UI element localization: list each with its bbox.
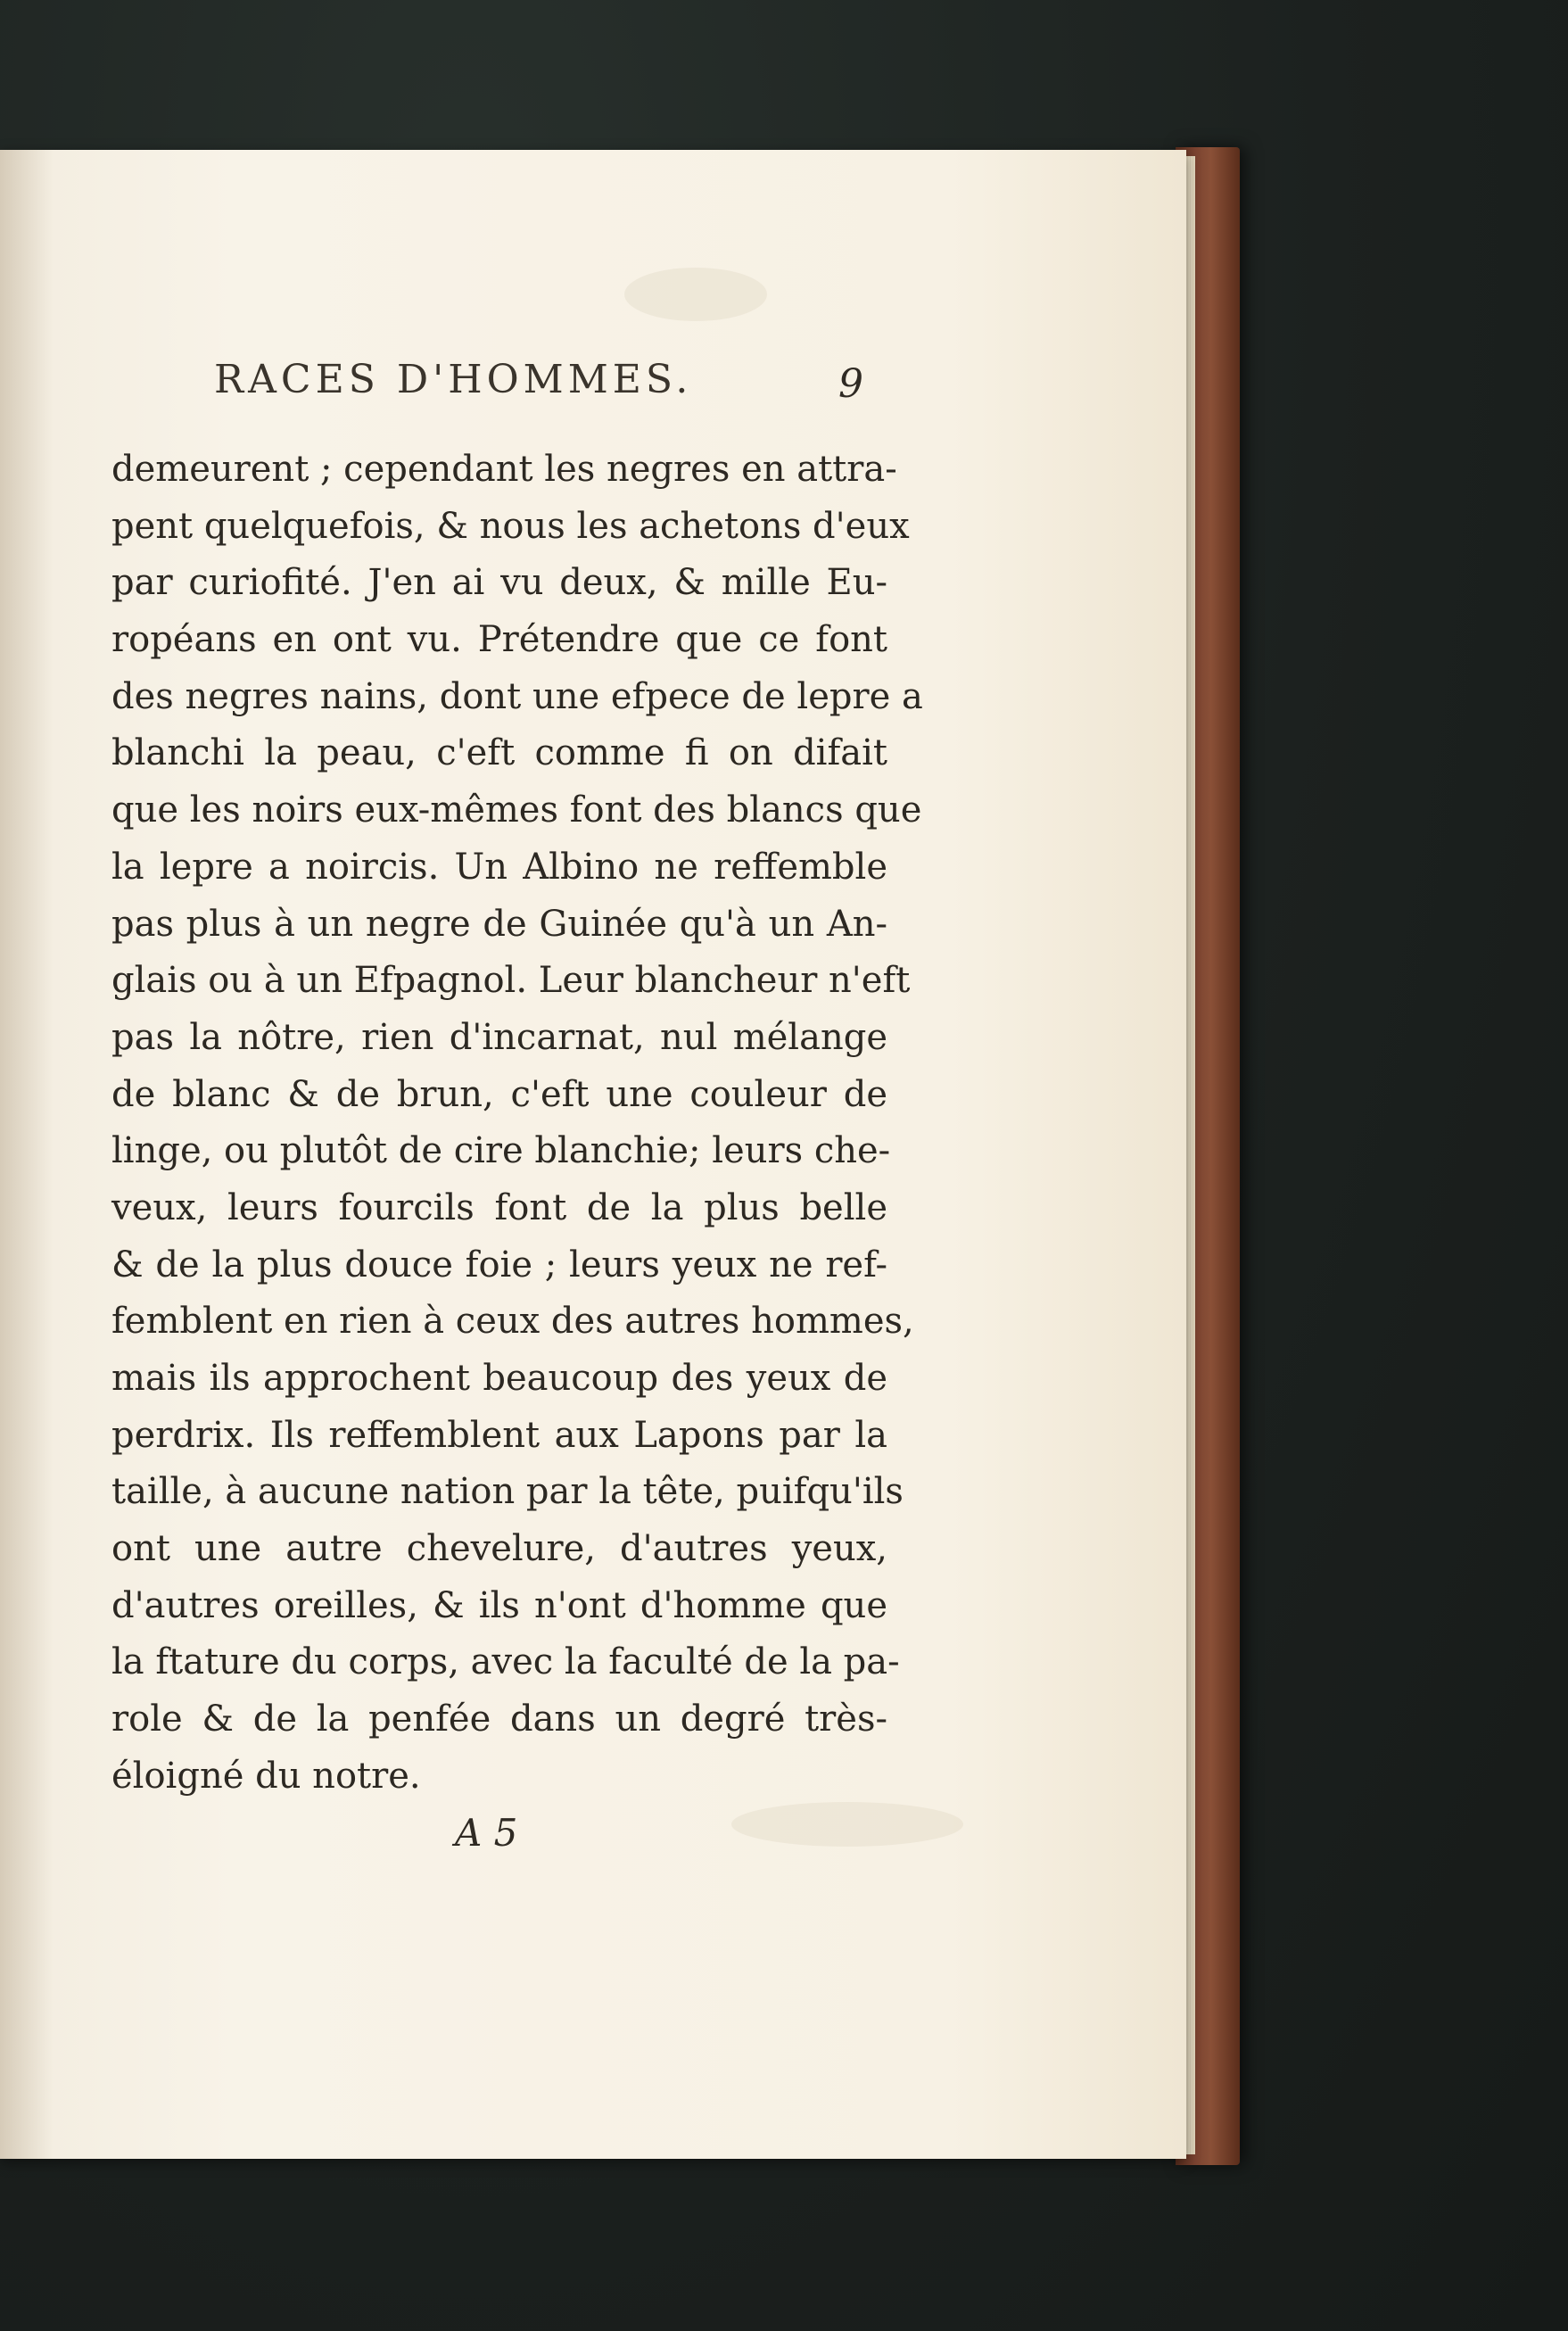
- text-line: role & de la penfée dans un degré très-: [111, 1699, 887, 1740]
- text-line: que les noirs eux-mêmes font des blancs que: [111, 789, 922, 831]
- text-line: glais ou à un Efpagnol. Leur blancheur n'eft: [111, 960, 911, 1002]
- text-line: la ftature du corps, avec la faculté de la pa-: [111, 1641, 900, 1683]
- text-line: ropéans en ont vu. Prétendre que ce font: [111, 619, 887, 661]
- running-head: RACES D'HOMMES.: [214, 357, 693, 402]
- text-line: veux, leurs fourcils font de la plus belle: [111, 1186, 887, 1228]
- text-line: blanchi la peau, c'eft comme fi on difait: [111, 732, 887, 774]
- text-line: par curiofité. J'en ai vu deux, & mille Eu-: [111, 562, 887, 604]
- text-line: perdrix. Ils reffemblent aux Lapons par la: [111, 1414, 887, 1456]
- text-line: ont une autre chevelure, d'autres yeux,: [111, 1528, 887, 1570]
- text-line: pent quelquefois, & nous les achetons d'eux: [111, 505, 910, 547]
- text-line: éloigné du notre.: [111, 1755, 421, 1797]
- text-line: demeurent ; cependant les negres en attra-: [111, 449, 897, 490]
- gutter-shadow: [0, 150, 54, 2159]
- text-line: pas plus à un negre de Guinée qu'à un An-: [111, 903, 887, 945]
- text-line: pas la nôtre, rien d'incarnat, nul mélange: [111, 1016, 887, 1058]
- text-line: d'autres oreilles, & ils n'ont d'homme que: [111, 1584, 887, 1626]
- text-line: taille, à aucune nation par la tête, puifqu'ils: [111, 1471, 904, 1513]
- text-line: linge, ou plutôt de cire blanchie; leurs che-: [111, 1130, 891, 1172]
- text-line: la lepre a noircis. Un Albino ne reffemble: [111, 846, 887, 888]
- paper-stain: [731, 1802, 963, 1847]
- body-text: [111, 442, 923, 1806]
- page-number: 9: [838, 361, 863, 407]
- paper-stain: [624, 268, 767, 321]
- text-line: femblent en rien à ceux des autres hommes,: [111, 1301, 914, 1343]
- text-line: mais ils approchent beaucoup des yeux de: [111, 1358, 887, 1399]
- text-line: des negres nains, dont une efpece de lepre a: [111, 675, 923, 717]
- signature-mark: A 5: [455, 1811, 518, 1855]
- text-line: & de la plus douce foie ; leurs yeux ne ref-: [111, 1244, 887, 1285]
- text-line: de blanc & de brun, c'eft une couleur de: [111, 1073, 887, 1115]
